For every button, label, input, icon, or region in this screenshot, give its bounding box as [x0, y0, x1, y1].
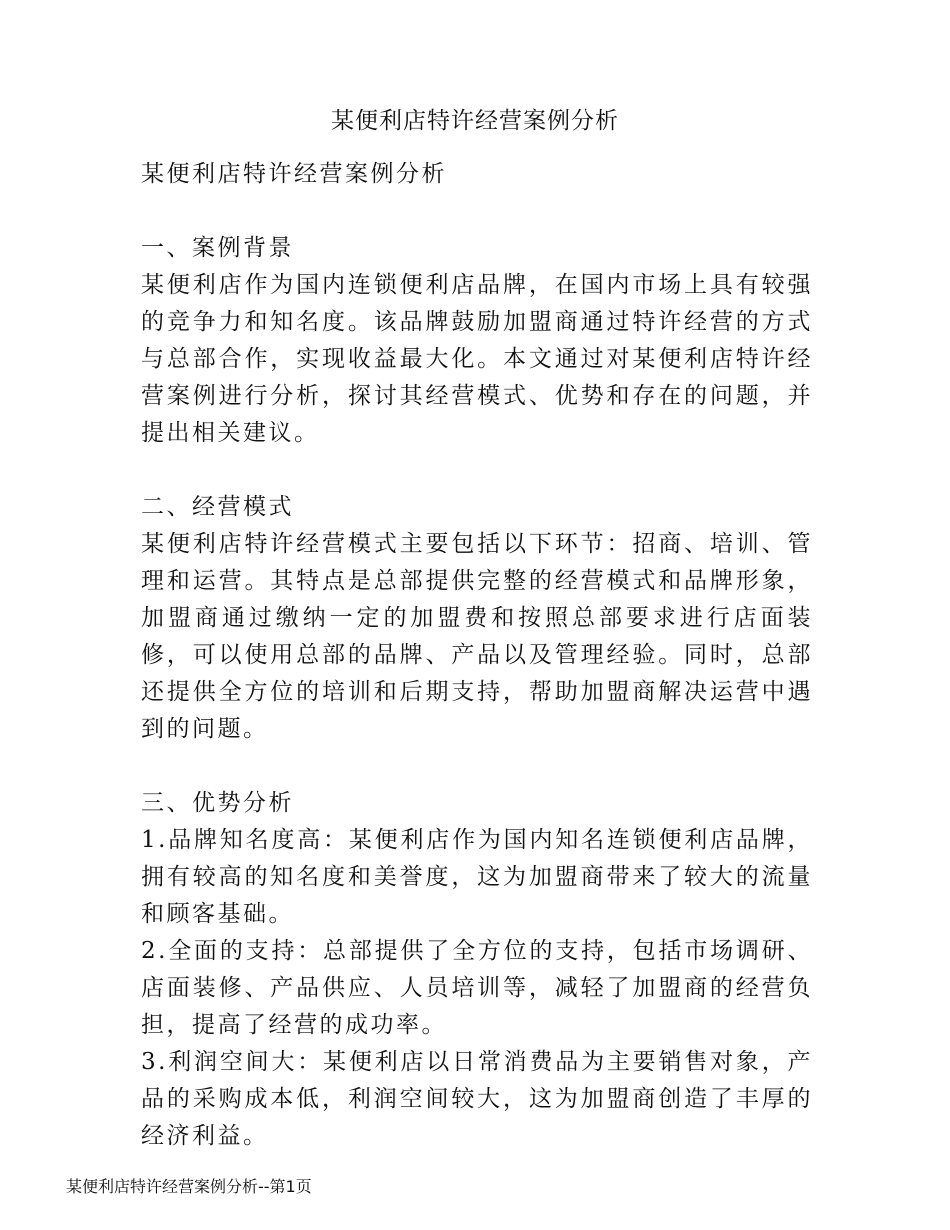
- paragraph-business-model: 某便利店特许经营模式主要包括以下环节：招商、培训、管理和运营。其特点是总部提供完整的经营模式和品牌形象，加盟商通过缴纳一定的加盟费和按照总部要求进行店面装修，可以使用总部的品牌、产品以及管理经验。同时，总部还提供全方位的培训和后期支持，帮助加盟商解决运营中遇到的问题。: [141, 531, 813, 742]
- section-heading-background: 一、案例背景: [141, 235, 294, 261]
- paragraph-advantage-profit: 3.利润空间大：某便利店以日常消费品为主要销售对象，产品的采购成本低，利润空间较大，这为加盟商创造了丰厚的经济利益。: [141, 1049, 813, 1149]
- blank-line: [141, 748, 813, 785]
- paragraph-background: 某便利店作为国内连锁便利店品牌，在国内市场上具有较强的竞争力和知名度。该品牌鼓励加盟商通过特许经营的方式与总部合作，实现收益最大化。本文通过对某便利店特许经营案例进行分析，探讨其经营模式、优势和存在的问题，并提出相关建议。: [141, 272, 813, 446]
- document-body: [141, 156, 813, 1155]
- page-footer: 某便利店特许经营案例分析--第1页: [66, 1177, 312, 1196]
- paragraph-advantage-support: 2.全面的支持：总部提供了全方位的支持，包括市场调研、店面装修、产品供应、人员培训等，减轻了加盟商的经营负担，提高了经营的成功率。: [141, 938, 813, 1038]
- document-title: 某便利店特许经营案例分析: [331, 108, 619, 134]
- blank-line: [141, 193, 813, 230]
- blank-line: [141, 452, 813, 489]
- section-heading-business-model: 二、经营模式: [141, 494, 294, 520]
- document-subtitle: 某便利店特许经营案例分析: [141, 161, 447, 187]
- section-heading-advantages: 三、优势分析: [141, 790, 294, 816]
- paragraph-advantage-brand: 1.品牌知名度高：某便利店作为国内知名连锁便利店品牌，拥有较高的知名度和美誉度，这为加盟商带来了较大的流量和顾客基础。: [141, 827, 813, 927]
